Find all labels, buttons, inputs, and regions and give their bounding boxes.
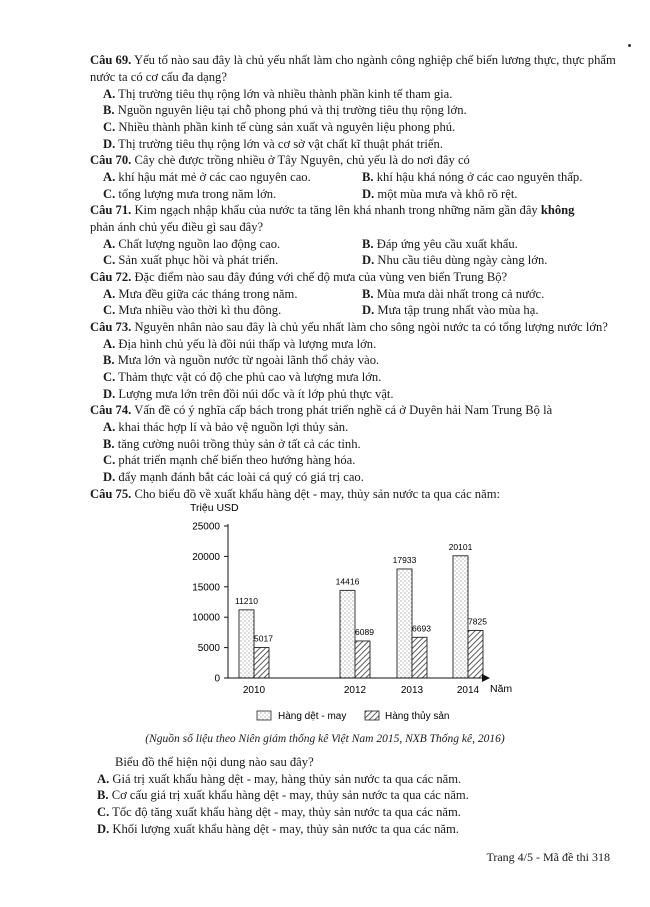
- q74-option-a[interactable]: A. khai thác hợp lí và bảo vệ nguồn lợi thủy sản.: [103, 420, 349, 434]
- q73-stem: Câu 73. Nguyên nhân nào sau đây là chủ yếu nhất làm cho sông ngòi nước ta có tổng lượng nước lớn?: [90, 320, 608, 334]
- legend-label-textile: Hàng dệt - may: [278, 711, 347, 722]
- q69-option-d[interactable]: D. Thị trường tiêu thụ rộng lớn và cơ sở vật chất kĩ thuật phát triển.: [103, 137, 443, 151]
- q72-option-c[interactable]: C. Mưa nhiều vào thời kì thu đông.: [103, 303, 282, 317]
- q74-option-c[interactable]: C. phát triển mạnh chế biến theo hướng hàng hóa.: [103, 453, 356, 467]
- value-label-textile-2012: 14416: [335, 576, 360, 587]
- q71-stem-line2: phản ánh chủ yếu điều gì sau đây?: [90, 220, 264, 234]
- q69-option-a[interactable]: A. Thị trường tiêu thụ rộng lớn và nhiều thành phần kinh tế tham gia.: [103, 87, 453, 101]
- value-label-seafood-2012: 6089: [355, 626, 374, 637]
- q75-option-a[interactable]: A. Giá trị xuất khẩu hàng dệt - may, hàng thủy sản nước ta qua các năm.: [97, 772, 462, 786]
- q72-option-a[interactable]: A. Mưa đều giữa các tháng trong năm.: [103, 287, 298, 301]
- bar-seafood-2014: [468, 630, 483, 678]
- q69-stem-line2: nước ta có cơ cấu đa dạng?: [90, 70, 227, 84]
- y-axis-label: Triệu USD: [190, 502, 239, 514]
- q75-question: Biểu đồ thể hiện nội dung nào sau đây?: [115, 755, 314, 769]
- y-tick-label: 20000: [192, 551, 220, 563]
- x-tick-label-2014: 2014: [456, 685, 480, 696]
- legend-swatch-seafood: [365, 711, 379, 720]
- q71-option-a[interactable]: A. Chất lượng nguồn lao động cao.: [103, 237, 281, 251]
- x-tick-label-2012: 2012: [343, 685, 367, 696]
- q73-option-c[interactable]: C. Thảm thực vật có độ che phủ cao và lượng mưa lớn.: [103, 370, 382, 384]
- q70-option-c[interactable]: C. tổng lượng mưa trong năm lớn.: [103, 187, 277, 201]
- q75-option-c[interactable]: C. Tốc độ tăng xuất khẩu hàng dệt - may, thủy sản nước ta qua các năm.: [97, 805, 461, 819]
- value-label-textile-2013: 17933: [392, 554, 417, 565]
- y-tick-label: 10000: [192, 612, 220, 624]
- q69-option-b[interactable]: B. Nguồn nguyên liệu tại chỗ phong phú và thị trường tiêu thụ rộng lớn.: [103, 103, 467, 117]
- bar-textile-2014: [453, 556, 468, 678]
- q75-stem: Câu 75. Cho biểu đồ về xuất khẩu hàng dệt - may, thủy sản nước ta qua các năm:: [90, 487, 500, 501]
- y-tick-label: 25000: [192, 521, 220, 533]
- q71-option-c[interactable]: C. Sản xuất phục hồi và phát triển.: [103, 253, 279, 267]
- bar-textile-2013: [397, 569, 412, 678]
- bar-seafood-2012: [355, 641, 370, 678]
- x-axis-arrow: [482, 674, 490, 682]
- q71-stem-line1: Câu 71. Kim ngạch nhập khẩu của nước ta tăng lên khá nhanh trong những năm gần đây không: [90, 203, 575, 217]
- bar-seafood-2013: [412, 637, 427, 678]
- x-axis-label: Năm: [490, 683, 513, 695]
- bar-textile-2012: [340, 590, 355, 678]
- q74-option-b[interactable]: B. tăng cường nuôi trồng thủy sản ở tất cả các tỉnh.: [103, 437, 361, 451]
- q69-stem-line1: Câu 69. Yếu tố nào sau đây là chủ yếu nhất làm cho ngành công nghiệp chế biến lương thực, thực phẩm: [90, 53, 616, 67]
- q73-option-a[interactable]: A. Địa hình chủ yếu là đồi núi thấp và lượng mưa lớn.: [103, 337, 377, 351]
- value-label-seafood-2013: 6693: [412, 623, 431, 634]
- page-footer: Trang 4/5 - Mã đề thi 318: [486, 850, 610, 864]
- q71-option-d[interactable]: D. Nhu cầu tiêu dùng ngày càng lớn.: [362, 253, 548, 267]
- q75-option-b[interactable]: B. Cơ cấu giá trị xuất khẩu hàng dệt - may, thủy sản nước ta qua các năm.: [97, 788, 469, 802]
- chart-legend: [257, 710, 450, 722]
- value-label-textile-2014: 20101: [448, 541, 473, 552]
- value-label-seafood-2014: 7825: [468, 616, 487, 627]
- y-tick-label: 0: [214, 673, 220, 685]
- bar-seafood-2010: [254, 647, 269, 678]
- x-tick-label-2010: 2010: [242, 685, 266, 696]
- y-tick-label: 5000: [197, 643, 220, 655]
- value-label-textile-2010: 11210: [234, 595, 259, 606]
- chart-source-note: (Nguồn số liệu theo Niên giám thống kê Việt Nam 2015, NXB Thống kê, 2016): [145, 733, 505, 745]
- x-tick-label-2013: 2013: [400, 685, 424, 696]
- q73-option-d[interactable]: D. Lượng mưa lớn trên đồi núi dốc và ít lớp phủ thực vật.: [103, 387, 394, 401]
- q74-option-d[interactable]: D. đẩy mạnh đánh bắt các loài cá quý có giá trị cao.: [103, 470, 364, 484]
- q72-stem: Câu 72. Đặc điểm nào sau đây đúng với chế độ mưa của vùng ven biển Trung Bộ?: [90, 270, 508, 284]
- q69-option-c[interactable]: C. Nhiều thành phần kinh tế cùng sản xuất và nguyên liệu phong phú.: [103, 120, 456, 134]
- export-bar-chart: [0, 500, 650, 730]
- q72-option-b[interactable]: B. Mùa mưa dài nhất trong cả nước.: [362, 287, 545, 301]
- legend-label-seafood: Hàng thủy sản: [385, 711, 450, 722]
- q71-option-b[interactable]: B. Đáp ứng yêu cầu xuất khẩu.: [362, 237, 518, 251]
- q70-option-a[interactable]: A. khí hậu mát mẻ ở các cao nguyên cao.: [103, 170, 311, 184]
- value-label-seafood-2010: 5017: [254, 633, 273, 644]
- q75-option-d[interactable]: D. Khối lượng xuất khẩu hàng dệt - may, thủy sản nước ta qua các năm.: [97, 822, 459, 836]
- y-tick-label: 15000: [192, 582, 220, 594]
- q70-stem: Câu 70. Cây chè được trồng nhiều ở Tây Nguyên, chủ yếu là do nơi đây có: [90, 153, 470, 167]
- q70-option-d[interactable]: D. một mùa mưa và khô rõ rệt.: [362, 187, 518, 201]
- bar-textile-2010: [239, 610, 254, 678]
- scan-dot: [628, 44, 631, 47]
- legend-swatch-textile: [257, 711, 271, 720]
- q72-option-d[interactable]: D. Mưa tập trung nhất vào mùa hạ.: [362, 303, 539, 317]
- q73-option-b[interactable]: B. Mưa lớn và nguồn nước từ ngoài lãnh thổ chảy vào.: [103, 353, 380, 367]
- q70-option-b[interactable]: B. khí hậu khá nóng ở các cao nguyên thấp.: [362, 170, 583, 184]
- q74-stem: Câu 74. Vấn đề có ý nghĩa cấp bách trong phát triển nghề cá ở Duyên hải Nam Trung Bộ là: [90, 403, 553, 417]
